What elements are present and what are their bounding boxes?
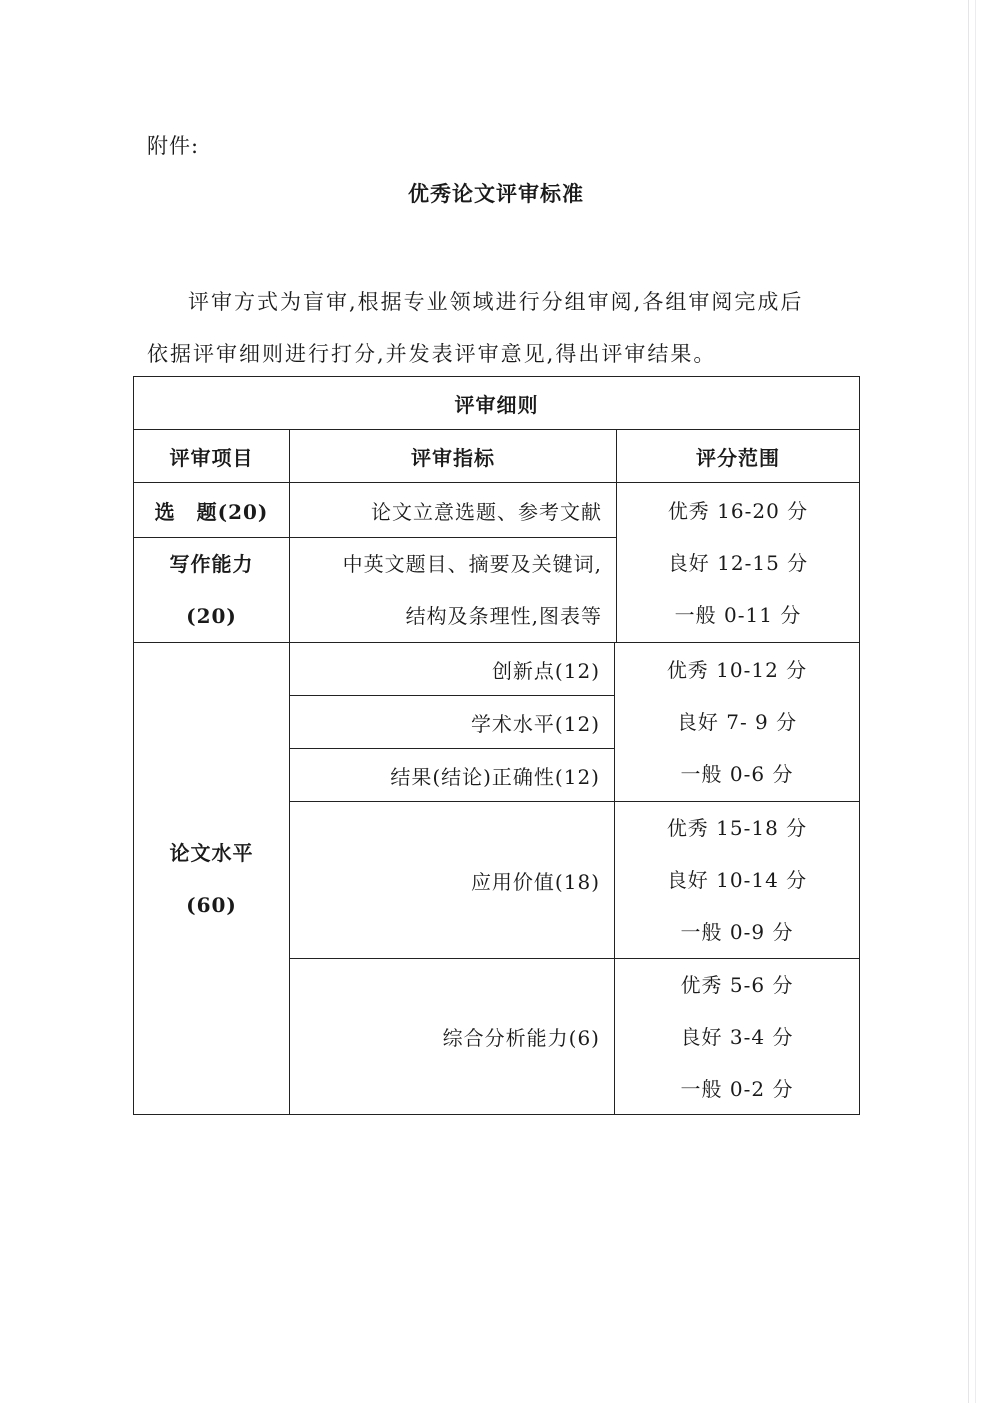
score-fair: 一般 0-2 分: [680, 1076, 794, 1101]
indicator-application-value: 应用价值(18): [289, 801, 615, 959]
item-paper-level-line1: 论文水平: [169, 840, 254, 865]
indicator-writing: [289, 537, 617, 643]
indicator-writing-line2: 结构及条理性,图表等: [405, 604, 602, 628]
score-group1: [616, 482, 860, 643]
score-fair: 一般 0-6 分: [680, 762, 794, 786]
score-good: 良好 7- 9 分: [676, 710, 798, 734]
table-caption: 评审细则: [133, 376, 860, 430]
score-good: 良好 10-14 分: [666, 868, 808, 892]
score-fair: 一般 0-11 分: [674, 602, 802, 627]
score-good: 良好 3-4 分: [680, 1024, 794, 1049]
score-excellent: 优秀 5-6 分: [680, 972, 794, 997]
item-writing: [133, 537, 290, 643]
indicator-correctness: 结果(结论)正确性(12): [289, 748, 615, 802]
column-header-item: 评审项目: [133, 429, 290, 483]
indicator-writing-line1: 中英文题目、摘要及关键词,: [342, 552, 602, 576]
score-fair: 一般 0-9 分: [680, 920, 794, 944]
score-group2a: [614, 642, 860, 802]
column-header-score: 评分范围: [616, 429, 860, 483]
indicator-analysis-ability: 综合分析能力(6): [289, 958, 615, 1115]
indicator-topic: 论文立意选题、参考文献: [289, 482, 617, 538]
scan-edge-line: [975, 0, 976, 1403]
document-title: 优秀论文评审标准: [408, 181, 584, 206]
scan-edge-line: [968, 0, 969, 1403]
intro-line-1: 评审方式为盲审,根据专业领域进行分组审阅,各组审阅完成后: [188, 290, 804, 314]
item-paper-level: [133, 642, 290, 1115]
indicator-innovation: 创新点(12): [289, 642, 615, 696]
score-group2c: [614, 958, 860, 1115]
score-excellent: 优秀 10-12 分: [666, 658, 808, 682]
score-excellent: 优秀 15-18 分: [666, 816, 808, 840]
score-group2b: [614, 801, 860, 959]
item-writing-line1: 写作能力: [169, 552, 254, 576]
indicator-academic-level: 学术水平(12): [289, 695, 615, 749]
column-header-indicator: 评审指标: [289, 429, 617, 483]
item-paper-level-line2: (60): [186, 892, 237, 917]
score-excellent: 优秀 16-20 分: [667, 498, 809, 523]
item-writing-line2: (20): [186, 604, 237, 628]
score-good: 良好 12-15 分: [667, 550, 809, 575]
intro-line-2: 依据评审细则进行打分,并发表评审意见,得出评审结果。: [147, 342, 717, 366]
attachment-label: 附件:: [147, 134, 200, 158]
item-topic: 选 题(20): [133, 482, 290, 538]
